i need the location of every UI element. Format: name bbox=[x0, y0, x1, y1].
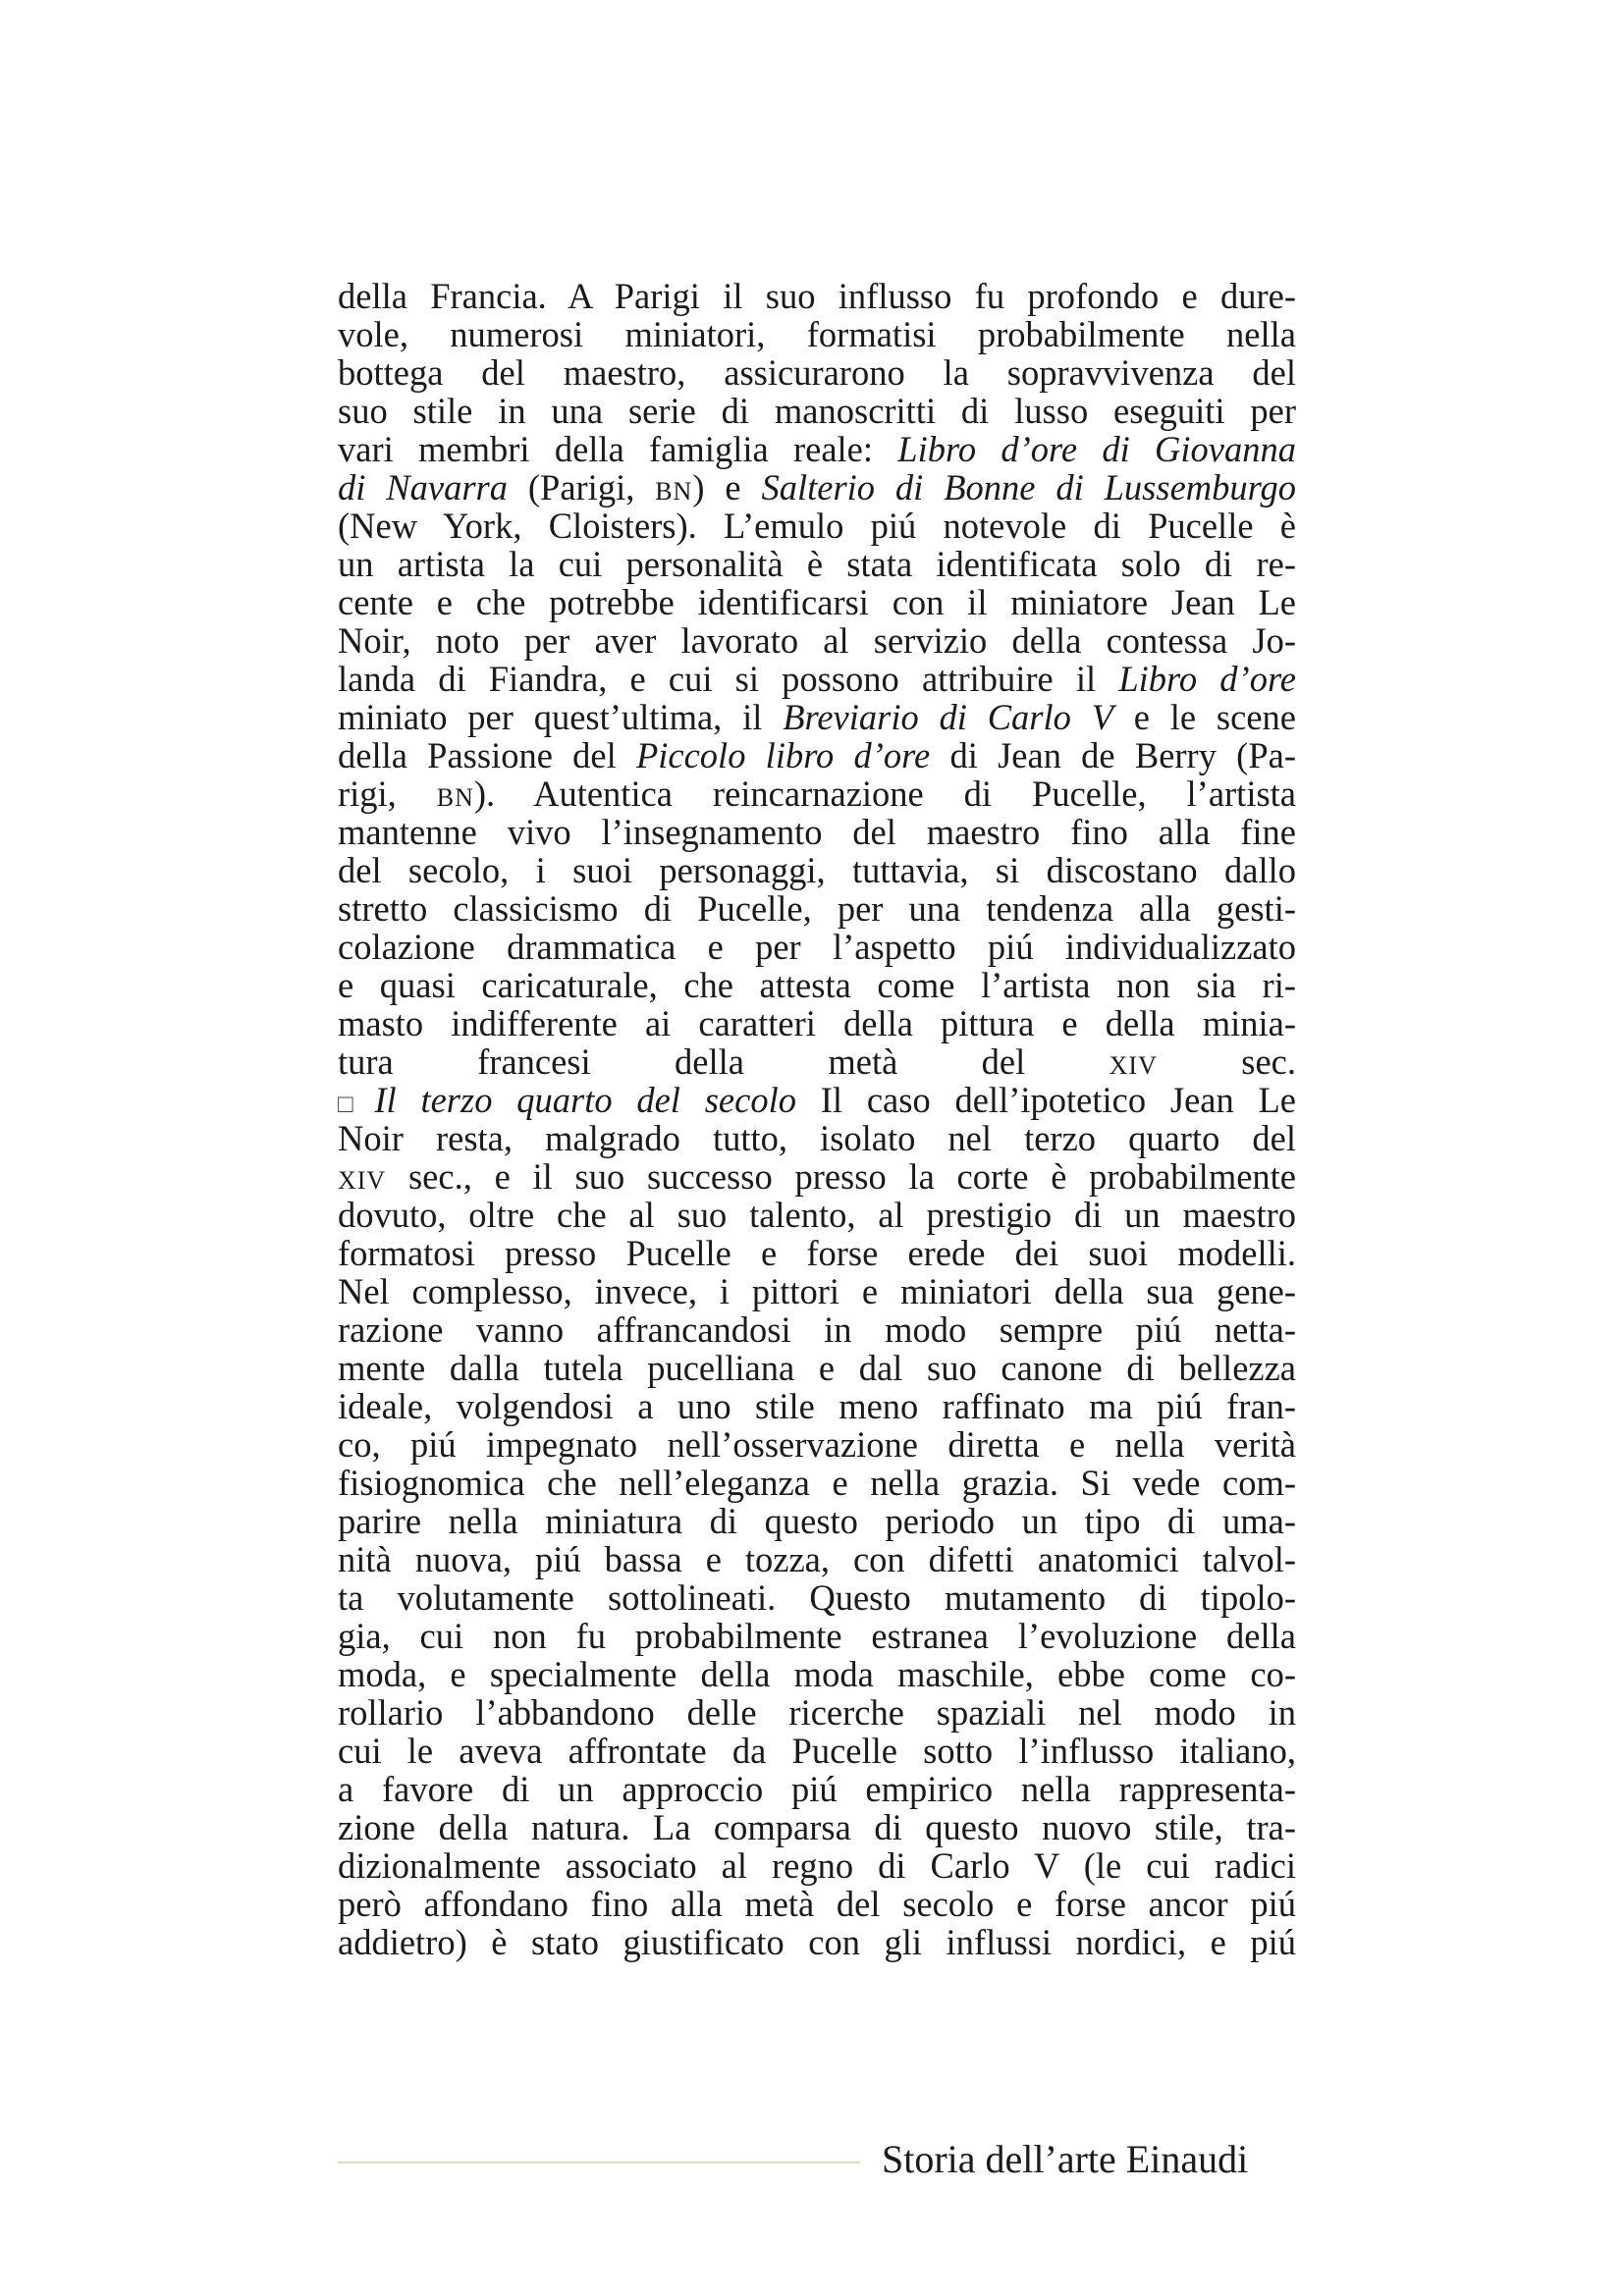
text-run: formatosi presso Pucelle e forse erede dei suoi modelli. bbox=[338, 1233, 1296, 1273]
text-run: stretto classicismo di Pucelle, per una tendenza alla gesti- bbox=[338, 888, 1296, 929]
text-line bbox=[338, 1387, 1296, 1425]
text-run: masto indifferente ai caratteri della pittura e della minia- bbox=[338, 1003, 1296, 1043]
text-line bbox=[338, 545, 1296, 583]
italic-title: Breviario di Carlo V bbox=[783, 697, 1113, 737]
text-run: nità nuova, piú bassa e tozza, con difetti anatomici talvol- bbox=[338, 1539, 1296, 1579]
text-line bbox=[338, 468, 1296, 507]
text-run: e le scene bbox=[1113, 697, 1296, 737]
text-line bbox=[338, 1310, 1296, 1349]
text-line bbox=[338, 1349, 1296, 1387]
italic-title: Libro d’ore bbox=[1118, 659, 1296, 699]
text-run: di Jean de Berry (Pa- bbox=[930, 735, 1296, 775]
text-line bbox=[338, 277, 1296, 315]
text-run: razione vanno affrancandosi in modo sempre piú netta- bbox=[338, 1309, 1296, 1350]
text-run: un artista la cui personalità è stata identificata solo di re- bbox=[338, 544, 1296, 584]
text-line bbox=[338, 1272, 1296, 1310]
text-run: vari membri della famiglia reale: bbox=[338, 429, 898, 469]
text-line bbox=[338, 621, 1296, 660]
text-run: mantenne vivo l’insegnamento del maestro fino alla fine bbox=[338, 812, 1296, 852]
text-line bbox=[338, 1196, 1296, 1234]
text-run: Nel complesso, invece, i pittori e miniatori della sua gene- bbox=[338, 1271, 1296, 1311]
text-run: ) e bbox=[692, 467, 762, 507]
text-run: e quasi caricaturale, che attesta come l’artista non sia ri- bbox=[338, 965, 1296, 1005]
text-run: (New York, Cloisters). L’emulo piú notevole di Pucelle è bbox=[338, 506, 1296, 546]
text-line bbox=[338, 1042, 1296, 1081]
text-run: cui le aveva affrontate da Pucelle sotto l’influsso italiano, bbox=[338, 1731, 1296, 1771]
text-line bbox=[338, 1119, 1296, 1157]
text-run: bottega del maestro, assicurarono la sopravvivenza del bbox=[338, 352, 1296, 393]
text-line bbox=[338, 1540, 1296, 1578]
text-line bbox=[338, 1578, 1296, 1617]
text-line bbox=[338, 1885, 1296, 1923]
text-line bbox=[338, 1004, 1296, 1042]
text-line bbox=[338, 315, 1296, 353]
small-caps-abbreviation: xiv bbox=[338, 1156, 387, 1197]
text-run: della Passione del bbox=[338, 735, 636, 775]
text-run: suo stile in una serie di manoscritti di lusso eseguiti per bbox=[338, 391, 1296, 431]
text-run: rigi, bbox=[338, 774, 437, 814]
footer-rule bbox=[338, 2162, 860, 2163]
text-line bbox=[338, 1808, 1296, 1846]
text-line bbox=[338, 1234, 1296, 1272]
text-line bbox=[338, 851, 1296, 889]
text-run: sec. bbox=[1157, 1041, 1296, 1082]
italic-title: Il terzo quarto del secolo bbox=[374, 1080, 796, 1120]
text-run: dizionalmente associato al regno di Carlo V (le cui radici bbox=[338, 1845, 1296, 1886]
text-run: ). Autentica reincarnazione di Pucelle, l’artista bbox=[473, 774, 1296, 814]
text-run: della Francia. A Parigi il suo influsso fu profondo e dure- bbox=[338, 276, 1296, 316]
text-line bbox=[338, 353, 1296, 392]
text-line bbox=[338, 1617, 1296, 1655]
text-run: Il caso dell’ipotetico Jean Le bbox=[795, 1080, 1296, 1120]
text-run: landa di Fiandra, e cui si possono attribuire il bbox=[338, 659, 1119, 699]
italic-title: Salterio di Bonne di Lussemburgo bbox=[761, 467, 1296, 507]
text-run: del secolo, i suoi personaggi, tuttavia, si discostano dallo bbox=[338, 850, 1296, 890]
footer-title: Storia dell’arte Einaudi bbox=[882, 2137, 1249, 2181]
text-line bbox=[338, 1732, 1296, 1770]
text-run: zione della natura. La comparsa di questo nuovo stile, tra- bbox=[338, 1807, 1296, 1847]
italic-title: di Navarra bbox=[338, 467, 508, 507]
text-run: fisiognomica che nell’eleganza e nella grazia. Si vede com- bbox=[338, 1463, 1296, 1503]
text-line bbox=[338, 966, 1296, 1004]
text-line bbox=[338, 928, 1296, 966]
text-line bbox=[338, 507, 1296, 545]
text-line bbox=[338, 1502, 1296, 1540]
italic-title: Piccolo libro d’ore bbox=[635, 735, 931, 775]
text-line bbox=[338, 774, 1296, 813]
text-line bbox=[338, 1157, 1296, 1196]
text-run: vole, numerosi miniatori, formatisi probabilmente nella bbox=[338, 314, 1296, 354]
small-caps-abbreviation: bn bbox=[436, 774, 474, 814]
text-line bbox=[338, 1425, 1296, 1464]
text-line bbox=[338, 889, 1296, 928]
text-line bbox=[338, 1081, 1296, 1119]
text-line bbox=[338, 1923, 1296, 1961]
text-line bbox=[338, 392, 1296, 430]
text-run: a favore di un approccio piú empirico nella rappresenta- bbox=[338, 1769, 1296, 1809]
text-run: miniato per quest’ultima, il bbox=[338, 697, 784, 737]
text-run: moda, e specialmente della moda maschile, ebbe come co- bbox=[338, 1654, 1296, 1694]
text-line bbox=[338, 1693, 1296, 1732]
text-run: ta volutamente sottolineati. Questo mutamento di tipolo- bbox=[338, 1577, 1296, 1618]
text-run: cente e che potrebbe identificarsi con il miniatore Jean Le bbox=[338, 582, 1296, 622]
text-line bbox=[338, 660, 1296, 698]
text-run: mente dalla tutela pucelliana e dal suo canone di bellezza bbox=[338, 1348, 1296, 1388]
text-run: Noir, noto per aver lavorato al servizio della contessa Jo- bbox=[338, 620, 1296, 661]
text-line bbox=[338, 698, 1296, 736]
section-box-icon: □ bbox=[338, 1090, 369, 1118]
text-run: però affondano fino alla metà del secolo e forse ancor piú bbox=[338, 1884, 1296, 1924]
text-line bbox=[338, 813, 1296, 851]
text-run: addietro) è stato giustificato con gli influssi nordici, e piú bbox=[338, 1922, 1296, 1962]
text-run: rollario l’abbandono delle ricerche spaziali nel modo in bbox=[338, 1692, 1296, 1733]
text-run: tura francesi della metà del bbox=[338, 1041, 1109, 1082]
text-line bbox=[338, 1655, 1296, 1693]
text-run: Noir resta, malgrado tutto, isolato nel terzo quarto del bbox=[338, 1118, 1296, 1158]
text-run: ideale, volgendosi a uno stile meno raffinato ma piú fran- bbox=[338, 1386, 1296, 1426]
small-caps-abbreviation: xiv bbox=[1109, 1041, 1158, 1082]
text-run: colazione drammatica e per l’aspetto piú individualizzato bbox=[338, 927, 1296, 967]
text-line bbox=[338, 1464, 1296, 1502]
text-line bbox=[338, 1770, 1296, 1808]
text-run: sec., e il suo successo presso la corte è probabilmente bbox=[386, 1156, 1296, 1197]
text-run: parire nella miniatura di questo periodo un tipo di uma- bbox=[338, 1501, 1296, 1541]
body-text bbox=[338, 277, 1296, 1961]
text-line bbox=[338, 1846, 1296, 1885]
text-run: (Parigi, bbox=[507, 467, 656, 507]
text-line bbox=[338, 430, 1296, 468]
text-run: co, piú impegnato nell’osservazione diretta e nella verità bbox=[338, 1424, 1296, 1465]
italic-title: Libro d’ore di Giovanna bbox=[897, 429, 1296, 469]
text-line bbox=[338, 736, 1296, 774]
text-line bbox=[338, 583, 1296, 621]
text-run: dovuto, oltre che al suo talento, al prestigio di un maestro bbox=[338, 1195, 1296, 1235]
text-run: gia, cui non fu probabilmente estranea l’evoluzione della bbox=[338, 1616, 1296, 1656]
small-caps-abbreviation: bn bbox=[655, 467, 693, 507]
